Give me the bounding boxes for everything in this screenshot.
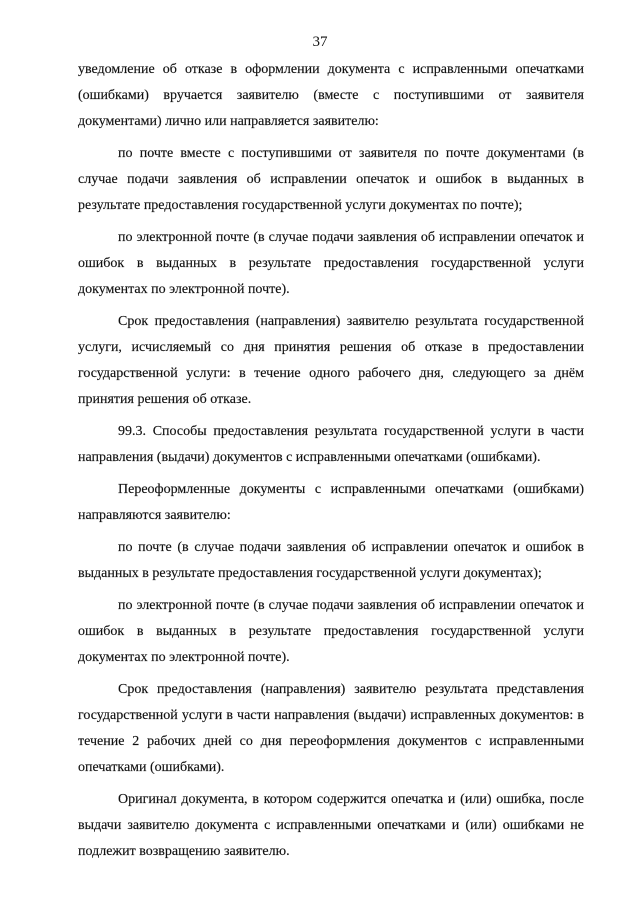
paragraph-refusal-deadline: Срок предоставления (направления) заявителю результата государственной услуги, исчисляемый со дня принятия решения об отказе в предоставлении государственной услуги: в течение одного рабочего дня, следующего за днём принятия решения об отказе. — [78, 314, 584, 407]
paragraph-by-email: по электронной почте (в случае подачи заявления об исправлении опечаток и ошибок в выданных в результате предоставления государственной услуги документах по электронной почте). — [78, 230, 584, 297]
paragraph-section-99-3: 99.3. Способы предоставления результата государственной услуги в части направления (выдачи) документов с исправленными опечатками (ошибками). — [78, 424, 584, 465]
document-body — [78, 57, 584, 865]
page-number: 37 — [312, 34, 328, 50]
paragraph-reissued-by-mail: по почте (в случае подачи заявления об исправлении опечаток и ошибок в выданных в результате предоставления государственной услуги документах); — [78, 540, 584, 581]
paragraph-reissued-documents: Переоформленные документы с исправленными опечатками (ошибками) направляются заявителю: — [78, 482, 584, 523]
paragraph-refusal-notice: уведомление об отказе в оформлении документа с исправленными опечатками (ошибками) вручается заявителю (вместе с поступившими от заявителя документами) лично или направляется заявителю: — [78, 62, 584, 129]
paragraph-by-mail: по почте вместе с поступившими от заявителя по почте документами (в случае подачи заявления об исправлении опечаток и ошибок в выданных в результате предоставления государственной услуги документах по почте); — [78, 146, 584, 213]
paragraph-reissued-by-email: по электронной почте (в случае подачи заявления об исправлении опечаток и ошибок в выданных в результате предоставления государственной услуги документах по электронной почте). — [78, 598, 584, 665]
paragraph-reissue-deadline: Срок предоставления (направления) заявителю результата представления государственной услуги в части направления (выдачи) исправленных документов: в течение 2 рабочих дней со дня переоформления документов с исправленными опечатками (ошибками). — [78, 682, 584, 775]
paragraph-original-document: Оригинал документа, в котором содержится опечатка и (или) ошибка, после выдачи заявителю документа с исправленными опечатками и (или) ошибками не подлежит возвращению заявителю. — [78, 792, 584, 859]
